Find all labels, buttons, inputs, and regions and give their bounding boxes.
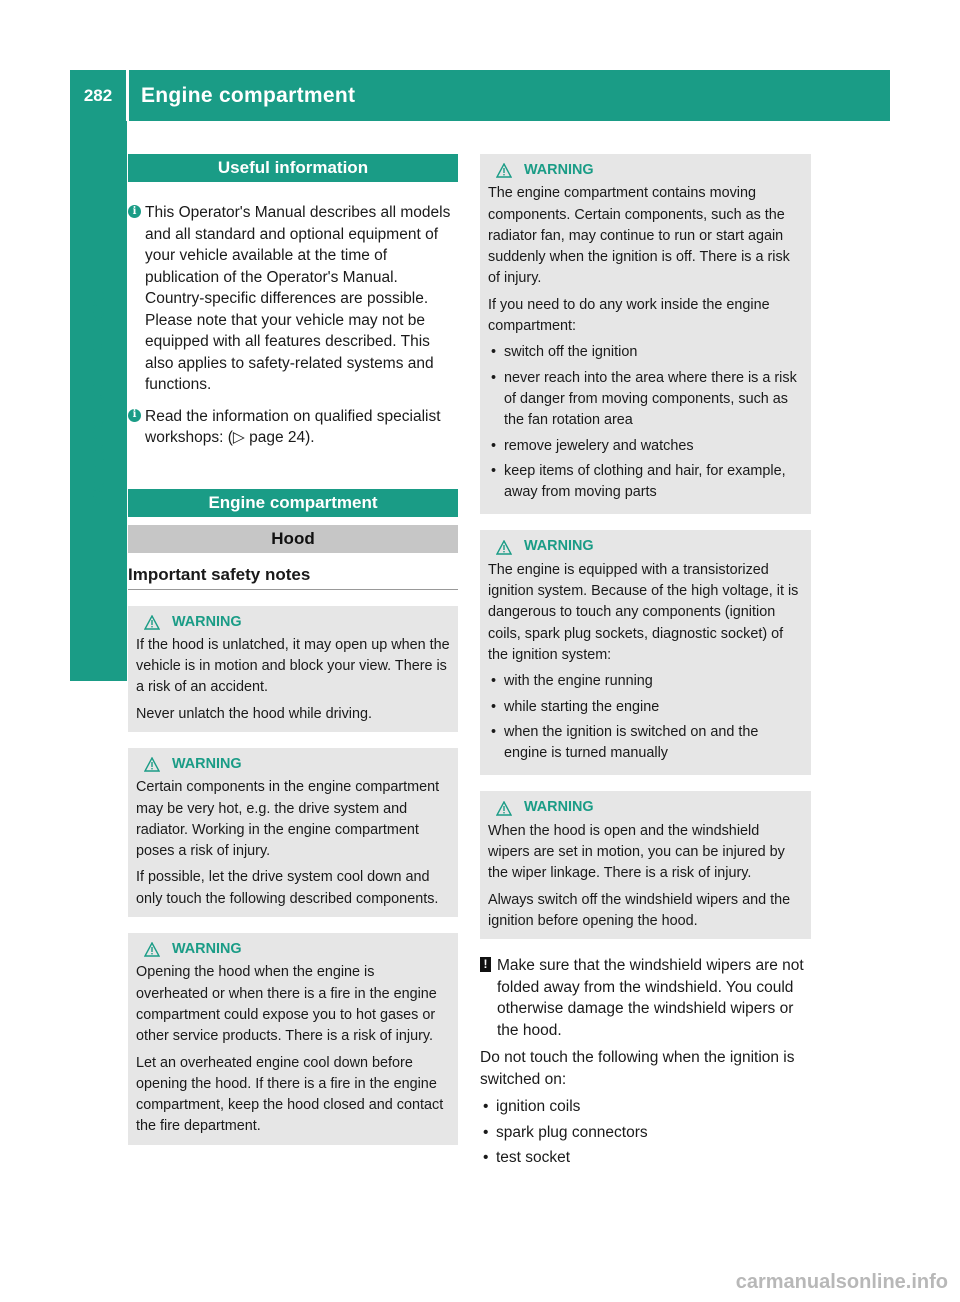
list-item: • switch off the ignition [488, 342, 803, 363]
safety-heading: Important safety notes [128, 565, 458, 590]
warning-text: Opening the hood when the engine is overheated or when there is a fire in the engine compartment could expose you to hot gases or other service products. There is a risk of injury. [136, 964, 437, 1045]
warning-text: Let an overheated engine cool down before opening the hood. If there is a fire in the engine compartment, keep the hood closed and contact the fire department. [136, 1054, 444, 1135]
warning-triangle-icon [144, 757, 160, 772]
header-divider [126, 70, 129, 121]
warning-triangle-icon [144, 942, 160, 957]
warning-box [480, 154, 811, 514]
page-title: Engine compartment [141, 83, 356, 107]
page-number: 282 [83, 85, 113, 105]
warning-title: WARNING [136, 754, 450, 775]
warning-triangle-icon [496, 163, 512, 178]
info-icon: i [128, 205, 141, 218]
warning-title: WARNING [488, 797, 803, 818]
warning-text: The engine compartment contains moving components. Certain components, such as the radiator fan, may continue to run or start again suddenly when the ignition is off. There is a risk of injury. [488, 185, 790, 287]
info-text: This Operator's Manual describes all models and all standard and optional equipment of your vehicle available at the time of publication of the Operator's Manual. Country-specific differences are possible. Please note that your vehicle may not be equipped with all features described. This also applies to safety-related systems and functions. [145, 204, 451, 393]
warning-triangle-icon [496, 540, 512, 555]
list-item: • spark plug connectors [480, 1122, 811, 1144]
list-item: • ignition coils [480, 1096, 811, 1118]
warning-triangle-icon [144, 615, 160, 630]
warning-text: If possible, let the drive system cool down and only touch the following described components. [136, 869, 439, 907]
list-item: • never reach into the area where there is a risk of danger from moving components, such as the fan rotation area [488, 368, 803, 432]
info-paragraph [128, 406, 458, 449]
list-item: • with the engine running [488, 671, 803, 692]
useful-info-heading: Useful information [128, 154, 458, 182]
list-item: • test socket [480, 1147, 811, 1169]
warning-text: When the hood is open and the windshield wipers are set in motion, you can be injured by the wiper linkage. There is a risk of injury. [488, 822, 785, 882]
warning-text: Certain components in the engine compartment may be very hot, e.g. the drive system and radiator. Working in the engine compartment poses a risk of injury. [136, 779, 440, 860]
info-text: Read the information on qualified specialist workshops: (▷ page 24). [145, 407, 441, 446]
warning-text: If the hood is unlatched, it may open up when the vehicle is in motion and block your view. There is a risk of an accident. [136, 636, 450, 696]
right-column [480, 154, 811, 1173]
list-item: • when the ignition is switched on and the engine is turned manually [488, 722, 803, 765]
section-heading: Engine compartment [128, 489, 458, 517]
note-paragraph [480, 955, 811, 1041]
warning-box [128, 606, 458, 732]
list-item: • remove jewelery and watches [488, 436, 803, 457]
body-text: Do not touch the following when the ignition is switched on: [480, 1049, 795, 1088]
warning-box [480, 530, 811, 775]
warning-triangle-icon [496, 801, 512, 816]
warning-title: WARNING [136, 612, 450, 633]
info-paragraph [128, 202, 458, 396]
sub-heading: Hood [128, 525, 458, 553]
warning-title: WARNING [488, 536, 803, 557]
warning-box [128, 933, 458, 1145]
warning-text: If you need to do any work inside the engine compartment: [488, 296, 770, 335]
side-tab-label: Maintenance and care [86, 290, 109, 510]
watermark: carmanualsonline.info [735, 1271, 948, 1293]
warning-box [128, 748, 458, 917]
list-item: • keep items of clothing and hair, for example, away from moving parts [488, 461, 803, 504]
warning-text: Always switch off the windshield wipers and the ignition before opening the hood. [488, 891, 791, 929]
warning-title: WARNING [488, 160, 803, 181]
note-text: Make sure that the windshield wipers are not folded away from the windshield. You could otherwise damage the windshield wipers or the hood. [497, 957, 804, 1039]
exclamation-icon: ! [480, 957, 491, 972]
list-item: • while starting the engine [488, 697, 803, 718]
warning-text: The engine is equipped with a transistorized ignition system. Because of the high voltage, it is dangerous to touch any components (ignition coils, spark plug sockets, diagnostic socket) of the ignition system: [488, 561, 799, 663]
info-icon: i [128, 409, 141, 422]
warning-text: Never unlatch the hood while driving. [136, 705, 372, 722]
left-column [128, 154, 458, 1145]
warning-box [480, 791, 811, 939]
warning-title: WARNING [136, 939, 450, 960]
